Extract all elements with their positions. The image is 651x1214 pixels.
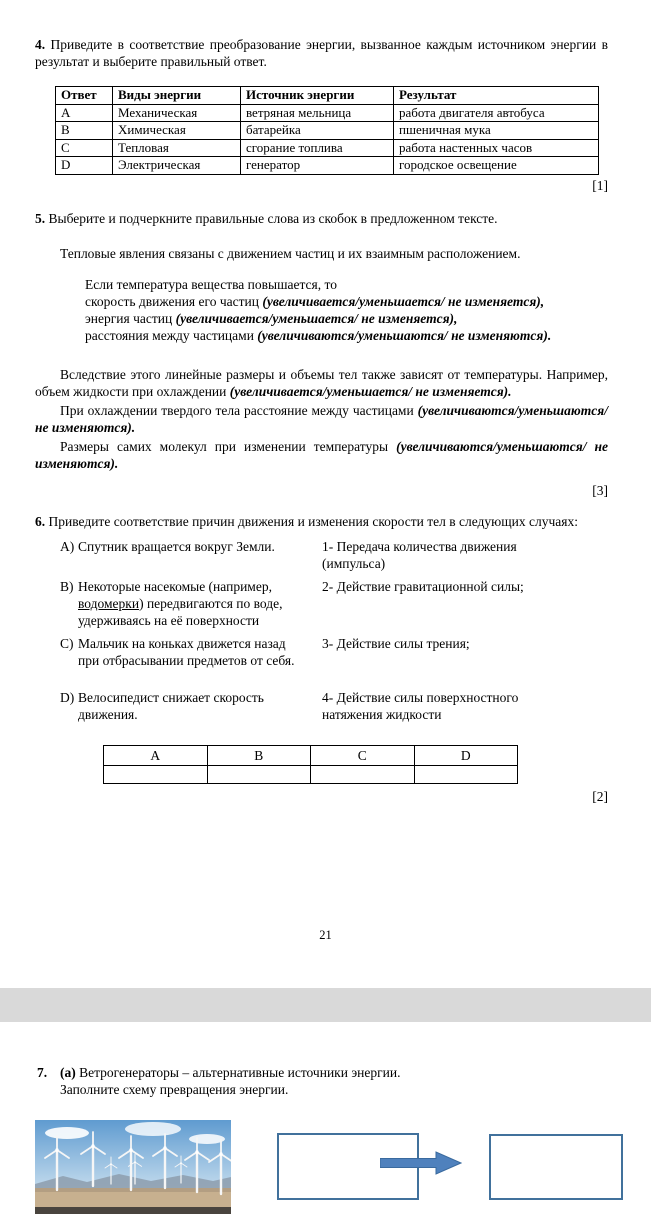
q6-item-a: A) Спутник вращается вокруг Земли. 1- Передача количества движения (импульса) bbox=[60, 538, 517, 571]
table-row: B Химическая батарейка пшеничная мука bbox=[56, 122, 599, 140]
col-header: Источник энергии bbox=[241, 87, 394, 105]
q5-mark: [3] bbox=[592, 482, 608, 498]
question-5 bbox=[35, 210, 608, 499]
q6-item-c: C) Мальчик на коньках движется назад при отбрасывании предметов от себя. 3- Действие силы трения; bbox=[60, 635, 470, 668]
q5-paragraph-2: Вследствие этого линейные размеры и объемы тел также зависят от температуры. Например, объем жидкости при охлаждении (увеличивается/уменьшается/ не изменяется). bbox=[35, 366, 608, 399]
q7-number: 7. bbox=[37, 1065, 48, 1080]
worksheet-page-2 bbox=[0, 1022, 651, 1214]
q7-text: 7. (а) Ветрогенераторы – альтернативные источники энергии. bbox=[37, 1065, 401, 1080]
q4-energy-table bbox=[55, 86, 599, 175]
q5-fill-block bbox=[85, 276, 608, 344]
q5-block-line-1: Если температура вещества повышается, то bbox=[85, 276, 337, 292]
q5-options: (увеличивается/уменьшается/ не изменяется). bbox=[229, 383, 512, 399]
table-row: A Механическая ветряная мельница работа двигателя автобуса bbox=[56, 104, 599, 122]
q4-mark: [1] bbox=[592, 177, 608, 193]
col-header: Ответ bbox=[56, 87, 113, 105]
answer-cell bbox=[414, 765, 518, 783]
page-break-band bbox=[0, 988, 651, 1022]
q5-intro: 5. Выберите и подчеркните правильные слова из скобок в предложенном тексте. bbox=[35, 210, 498, 226]
q6-item-d: D) Велосипедист снижает скорость движения. 4- Действие силы поверхностного натяжения жидкости bbox=[60, 689, 519, 722]
q5-options: (увеличивается/уменьшается/ не изменяется), bbox=[175, 310, 458, 326]
q5-options: (увеличивается/уменьшается/ не изменяется), bbox=[262, 293, 545, 309]
underlined-term: водомерки bbox=[78, 595, 140, 611]
q5-block-line-3: энергия частиц (увеличивается/уменьшается/ не изменяется), bbox=[85, 310, 458, 326]
q4-text: 4. Приведите в соответствие преобразование энергии, вызванное каждым источником энергии в результат и выберите правильный ответ. bbox=[35, 37, 608, 69]
q5-paragraph-1: Тепловые явления связаны с движением частиц и их взаимным расположением. bbox=[60, 245, 521, 261]
q4-number: 4. bbox=[35, 37, 46, 52]
answer-cell bbox=[104, 765, 208, 783]
col-header: Результат bbox=[394, 87, 599, 105]
answer-cell bbox=[207, 765, 311, 783]
q5-number: 5. bbox=[35, 210, 46, 226]
question-6 bbox=[35, 513, 608, 805]
answer-row bbox=[104, 765, 518, 783]
question-7 bbox=[37, 1064, 651, 1098]
q6-item-b: B) Некоторые насекомые (например, водомерки) передвигаются по воде, удерживаясь на её поверхности 2- Действие гравитационной силы; bbox=[60, 578, 524, 628]
q6-matching-list bbox=[35, 538, 608, 723]
q6-number: 6. bbox=[35, 513, 46, 529]
table-row: C Тепловая сгорание топлива работа настенных часов bbox=[56, 139, 599, 157]
question-4 bbox=[35, 36, 608, 194]
q7-part-label: (а) bbox=[60, 1065, 76, 1080]
q5-options: (увеличиваются/уменьшаются/ не изменяются). bbox=[35, 438, 608, 471]
q5-options: (увеличиваются/уменьшаются/ не изменяются). bbox=[257, 327, 552, 343]
q5-block-line-2: скорость движения его частиц (увеличивается/уменьшается/ не изменяется), bbox=[85, 293, 545, 309]
q6-answer-table bbox=[103, 745, 518, 784]
table-row: D Электрическая генератор городское освещение bbox=[56, 157, 599, 175]
q6-mark: [2] bbox=[592, 788, 608, 804]
answer-header-row: А В С D bbox=[104, 745, 518, 765]
answer-cell bbox=[311, 765, 415, 783]
q6-text: 6. Приведите соответствие причин движения и изменения скорости тел в следующих случаях: bbox=[35, 513, 578, 529]
q5-paragraph-3: При охлаждении твердого тела расстояние между частицами (увеличиваются/уменьшаются/ не изменяются). bbox=[35, 402, 608, 435]
energy-scheme-box-2 bbox=[489, 1134, 623, 1200]
col-header: Виды энергии bbox=[113, 87, 241, 105]
wind-turbines-photo bbox=[35, 1120, 231, 1214]
q5-paragraph-4: Размеры самих молекул при изменении температуры (увеличиваются/уменьшаются/ не изменяются). bbox=[35, 438, 608, 471]
q5-block-line-4: расстояния между частицами (увеличиваются/уменьшаются/ не изменяются). bbox=[85, 327, 552, 343]
page-number: 21 bbox=[319, 928, 332, 942]
table-header-row bbox=[56, 87, 599, 105]
arrow-right-icon bbox=[380, 1151, 462, 1175]
q7-instruction: Заполните схему превращения энергии. bbox=[60, 1082, 289, 1097]
q5-options: (увеличиваются/уменьшаются/ не изменяются). bbox=[35, 402, 608, 435]
